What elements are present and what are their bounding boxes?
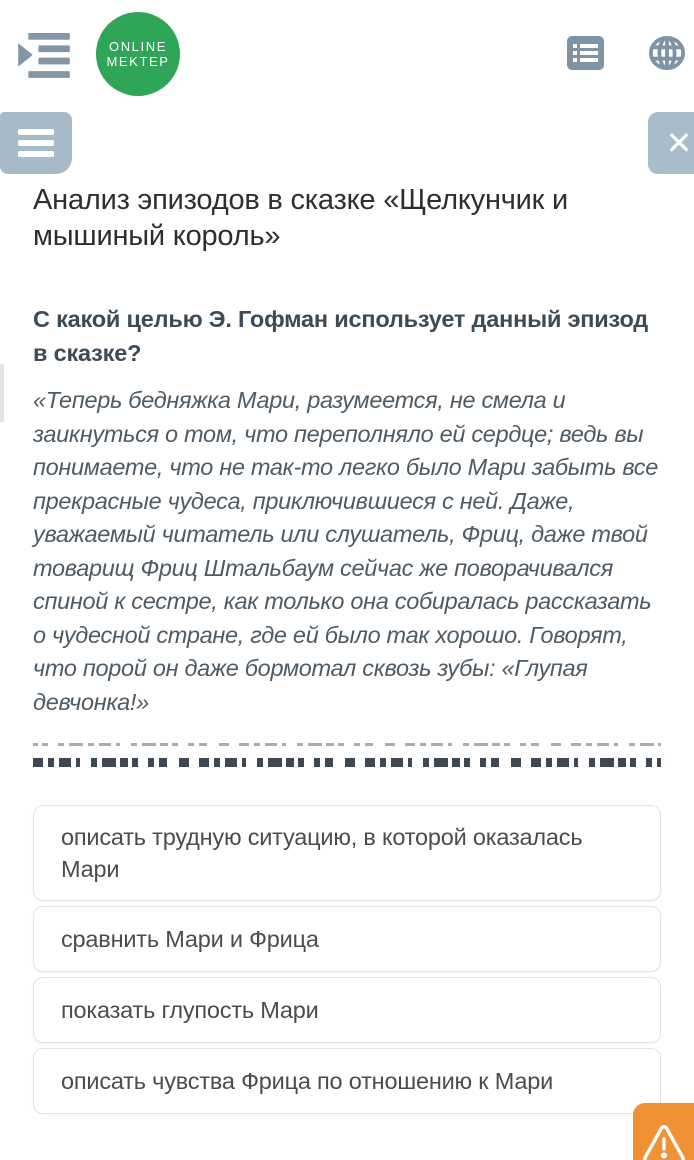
logo-line2: MEKTEP — [106, 54, 170, 69]
top-header — [0, 0, 694, 108]
page-title: Анализ эпизодов в сказке «Щелкунчик и мышиный король» — [33, 184, 569, 252]
logo-line1: ONLINE — [108, 39, 167, 54]
task-menu-button[interactable] — [0, 112, 72, 174]
sidebar-toggle-icon — [18, 33, 70, 82]
header-right-group — [567, 35, 688, 74]
globe-icon — [648, 35, 686, 74]
answer-option-2[interactable]: сравнить Мари и Фрица — [33, 906, 661, 972]
side-panel-edge — [0, 364, 4, 422]
hamburger-icon — [18, 129, 54, 135]
lesson-content — [0, 176, 694, 1114]
answer-option-3[interactable]: показать глупость Мари — [33, 977, 661, 1043]
answer-options — [33, 805, 661, 1114]
sidebar-toggle-button[interactable] — [18, 33, 70, 82]
quote-text: «Теперь бедняжка Мари, разумеется, не смела и заикнуться о том, что переполняло ей сердце; ведь вы понимаете, что не так-то легко было Мари забыть все прекрасные чудеса, приключившиеся с ней. Даже, уважаемый читатель или слушатель, Фриц, даже твой товарищ Фриц Штальбаум сейчас же поворачивался спиной к сестре, как только она собиралась рассказать о чудесной стране, где ей было так хорошо. Говорят, что порой он даже бормотал сквозь зубы: «Глупая девчонка!» — [33, 387, 659, 715]
journal-list-button[interactable] — [567, 36, 604, 73]
close-button[interactable] — [648, 112, 694, 174]
online-mektep-logo[interactable] — [96, 12, 180, 96]
report-problem-button[interactable] — [633, 1103, 694, 1160]
language-globe-button[interactable] — [648, 35, 686, 74]
list-icon — [567, 36, 604, 73]
lesson-toolbar — [0, 112, 694, 176]
answer-option-1[interactable]: описать трудную ситуацию, в которой оказалась Мари — [33, 805, 661, 901]
close-icon: ✕ — [665, 124, 693, 162]
question-text: С какой целью Э. Гофман использует данный эпизод в сказке? — [33, 306, 649, 366]
warning-triangle-icon — [633, 1124, 694, 1160]
header-left-group — [18, 12, 180, 96]
redacted-text-divider — [33, 743, 661, 769]
answer-option-4[interactable]: описать чувства Фрица по отношению к Мари — [33, 1048, 661, 1114]
